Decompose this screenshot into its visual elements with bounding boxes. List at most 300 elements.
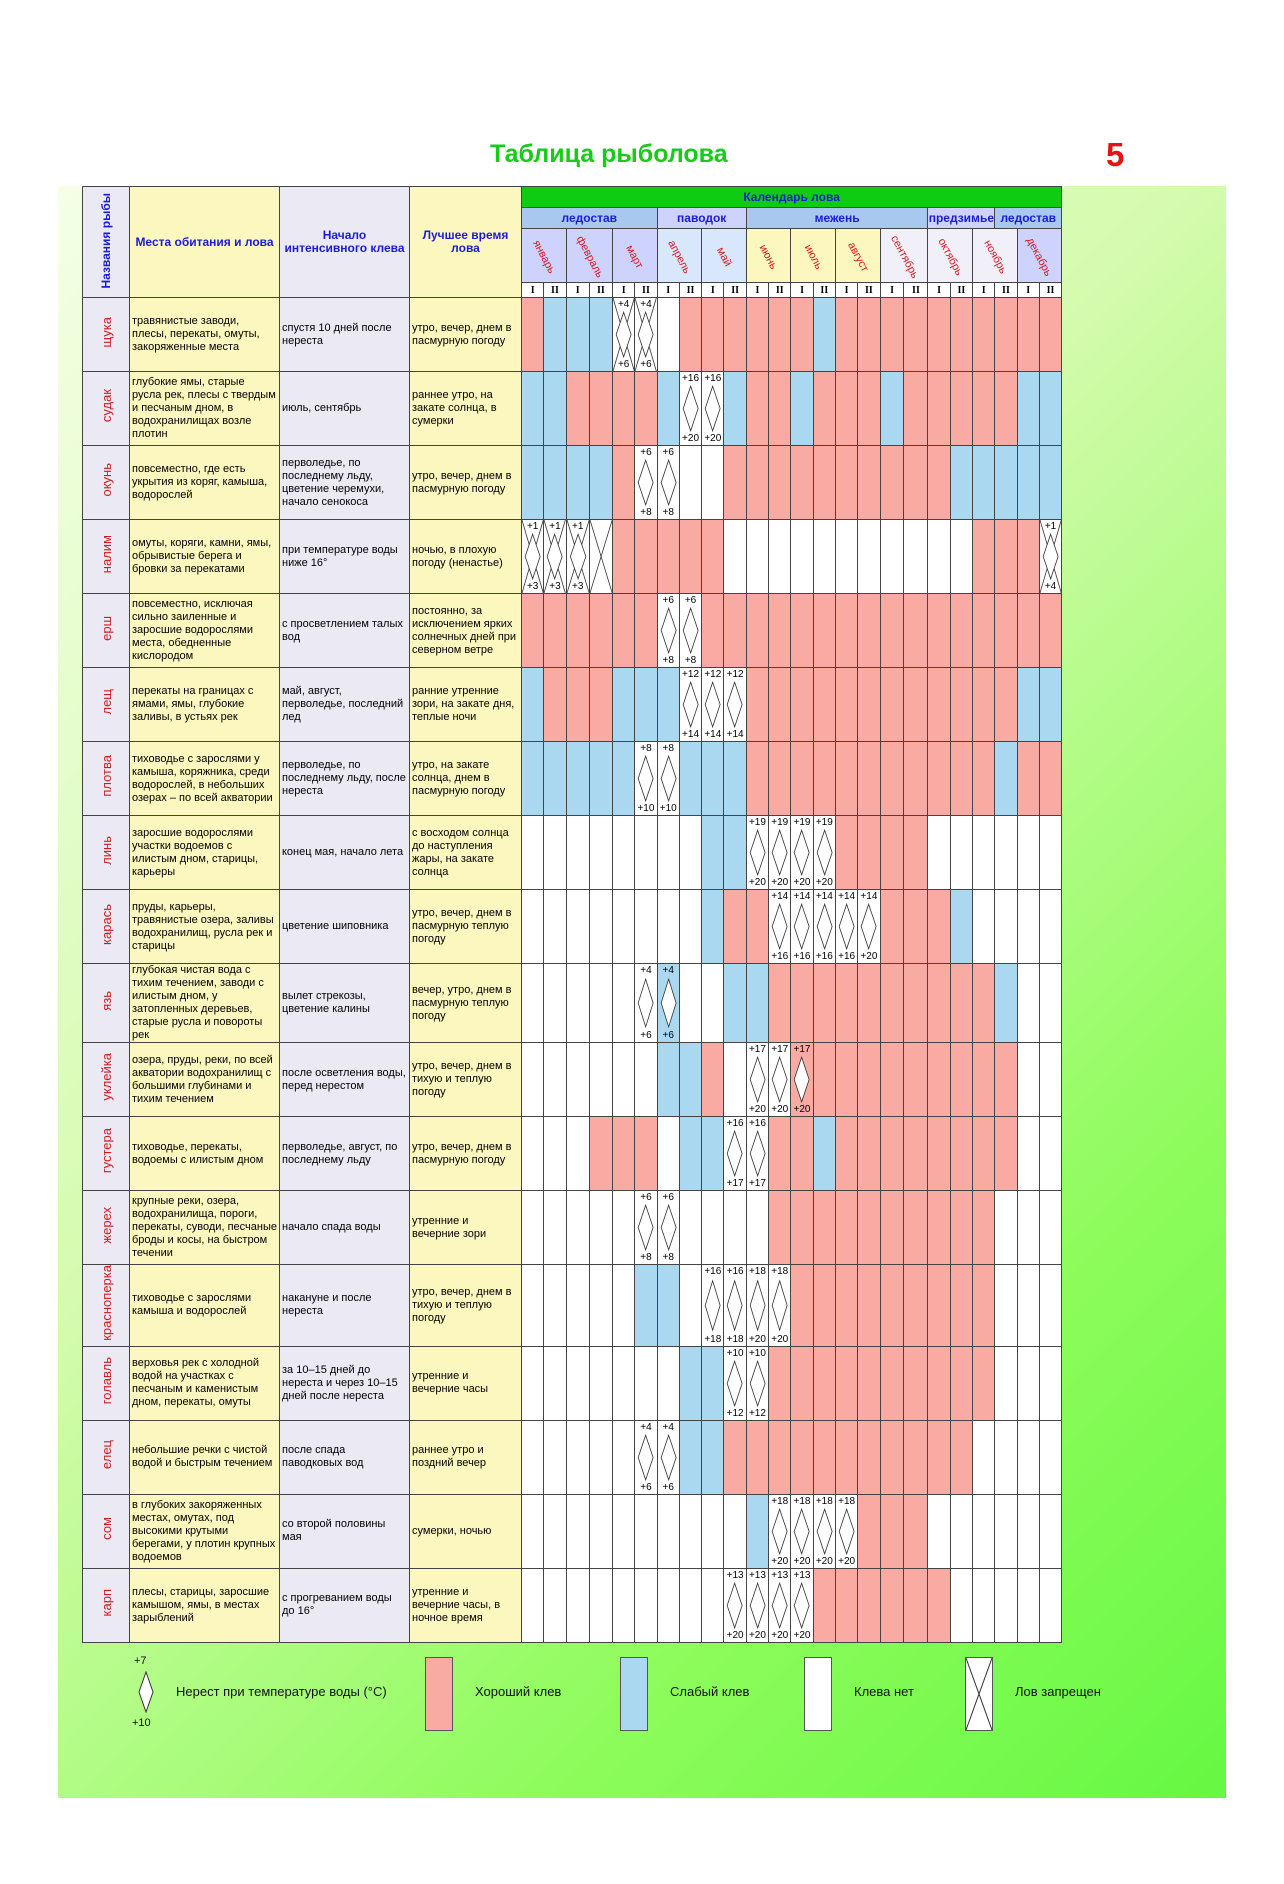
good-bite-cell	[880, 890, 904, 964]
good-bite-cell	[858, 446, 880, 520]
weak-bite-cell	[589, 742, 612, 816]
good-bite-cell	[973, 1265, 995, 1347]
good-bite-cell	[1017, 594, 1039, 668]
good-bite-cell	[566, 668, 589, 742]
no-bite-cell	[566, 1494, 589, 1568]
good-bite-cell	[858, 1265, 880, 1347]
spawn-temp-end: +8	[640, 1252, 652, 1263]
good-bite-cell	[973, 1117, 995, 1191]
fish-habitat: в глубоких закоряженных местах, омутах, под высокими крутыми берегами, у плотин крупных водоемов	[130, 1494, 280, 1568]
no-bite-cell	[973, 1420, 995, 1494]
spawn-temp-end: +20	[748, 1333, 766, 1345]
no-bite-cell	[522, 1346, 544, 1420]
spawn-temp-end: +20	[793, 1555, 811, 1567]
no-bite-cell	[973, 890, 995, 964]
spawn-temp-start: +6	[662, 595, 674, 606]
no-bite-cell	[522, 890, 544, 964]
fish-best: сумерки, ночью	[410, 1494, 522, 1568]
fish-start: за 10–15 дней до нереста и через 10–15 дней после нереста	[280, 1346, 410, 1420]
good-bite-cell	[813, 372, 835, 446]
fish-name: линь	[98, 835, 114, 865]
good-bite-cell	[858, 372, 880, 446]
weak-bite-cell	[973, 446, 995, 520]
good-bite-cell	[880, 668, 904, 742]
no-bite-cell	[973, 1568, 995, 1642]
fish-name: уклейка	[98, 1053, 114, 1101]
good-bite-cell	[858, 1117, 880, 1191]
spawn-temp-end: +8	[662, 1252, 674, 1263]
no-bite-cell	[522, 1043, 544, 1117]
weak-bite-cell	[566, 446, 589, 520]
good-bite-cell	[791, 298, 813, 372]
spawn-cell	[769, 1043, 791, 1117]
month-11	[1017, 229, 1062, 283]
no-bite-cell	[950, 1494, 972, 1568]
good-bite-cell	[1017, 298, 1039, 372]
good-bite-cell	[813, 1265, 835, 1347]
no-bite-cell	[544, 1420, 566, 1494]
no-bite-cell	[1039, 816, 1061, 890]
good-bite-cell	[1017, 520, 1039, 594]
fish-start: спустя 10 дней после нереста	[280, 298, 410, 372]
no-bite-cell	[973, 816, 995, 890]
fish-row	[83, 1346, 1062, 1420]
no-bite-cell	[613, 1420, 635, 1494]
spawn-temp-end: +17	[726, 1178, 744, 1189]
no-bite-cell	[613, 1043, 635, 1117]
weak-bite-cell	[566, 742, 589, 816]
weak-bite-cell	[1017, 372, 1039, 446]
fish-name-cell	[83, 520, 130, 594]
spawn-cell	[746, 816, 768, 890]
decade-label: II	[1039, 283, 1061, 298]
good-bite-cell	[769, 1420, 791, 1494]
good-bite-cell	[928, 1346, 950, 1420]
no-bite-cell	[679, 890, 701, 964]
month-label: октябрь	[935, 235, 965, 278]
good-bite-cell	[566, 594, 589, 668]
month-label: август	[844, 239, 871, 274]
fish-name: елец	[98, 1440, 114, 1470]
fish-row	[83, 1420, 1062, 1494]
spawn-cell	[791, 1494, 813, 1568]
good-bite-cell	[904, 742, 928, 816]
good-bite-cell	[973, 1043, 995, 1117]
no-bite-cell	[679, 1191, 701, 1265]
decade-label: II	[724, 283, 746, 298]
weak-bite-cell	[995, 964, 1017, 1043]
season-2: межень	[746, 208, 928, 229]
no-bite-cell	[566, 1191, 589, 1265]
no-bite-cell	[950, 1568, 972, 1642]
spawn-cell	[702, 1265, 724, 1347]
good-bite-cell	[813, 742, 835, 816]
good-bite-cell	[791, 1346, 813, 1420]
good-bite-cell	[1039, 594, 1061, 668]
decade-label: II	[544, 283, 566, 298]
good-bite-cell	[950, 1420, 972, 1494]
no-bite-cell	[544, 1568, 566, 1642]
fish-start: после осветления воды, перед нерестом	[280, 1043, 410, 1117]
month-4	[702, 229, 747, 283]
no-bite-cell	[657, 1494, 679, 1568]
fish-name-cell	[83, 890, 130, 964]
month-6	[791, 229, 836, 283]
spawn-cell	[635, 742, 657, 816]
spawn-cell	[858, 890, 880, 964]
banned-cell	[1039, 520, 1061, 594]
legend-spawn-top: +7	[134, 1655, 147, 1667]
decade-label: II	[813, 283, 835, 298]
cross-icon	[966, 1658, 992, 1730]
spawn-temp-end: +3	[549, 581, 561, 592]
good-bite-cell	[746, 372, 768, 446]
fish-start: с просветлением талых вод	[280, 594, 410, 668]
fishing-table	[82, 186, 1062, 1643]
good-bite-cell	[791, 1043, 813, 1117]
good-bite-cell	[769, 1117, 791, 1191]
spawn-cell	[813, 890, 835, 964]
no-bite-cell	[657, 298, 679, 372]
good-bite-cell	[858, 1568, 880, 1642]
good-bite-cell	[746, 446, 768, 520]
no-bite-cell	[635, 890, 657, 964]
weak-bite-cell	[995, 446, 1017, 520]
fish-name-cell	[83, 816, 130, 890]
good-bite-cell	[973, 668, 995, 742]
header-best-time: Лучшее время лова	[410, 187, 522, 298]
spawn-temp-end: +14	[726, 729, 744, 740]
good-bite-cell	[858, 1420, 880, 1494]
fish-habitat: небольшие речки с чистой водой и быстрым течением	[130, 1420, 280, 1494]
fish-best: с восходом солнца до наступления жары, на закате солнца	[410, 816, 522, 890]
good-bite-cell	[813, 1568, 835, 1642]
spawn-cell	[746, 1265, 768, 1347]
good-bite-cell	[928, 890, 950, 964]
decade-label: I	[835, 283, 857, 298]
spawn-temp-start: +16	[748, 1118, 766, 1129]
month-8	[880, 229, 928, 283]
good-bite-cell	[950, 1191, 972, 1265]
no-bite-cell	[544, 1117, 566, 1191]
fish-name-cell	[83, 1265, 130, 1347]
good-bite-cell	[813, 1346, 835, 1420]
fish-name-cell	[83, 372, 130, 446]
spawn-temp-start: +4	[662, 965, 674, 976]
weak-bite-cell	[613, 742, 635, 816]
no-bite-cell	[950, 520, 972, 594]
good-bite-cell	[858, 964, 880, 1043]
good-bite-cell	[657, 520, 679, 594]
spawn-temp-end: +20	[771, 877, 789, 888]
weak-bite-cell	[679, 742, 701, 816]
weak-bite-cell	[522, 372, 544, 446]
month-2	[613, 229, 658, 283]
weak-bite-cell	[657, 372, 679, 446]
spawn-temp-end: +20	[748, 1104, 766, 1115]
fish-name-cell	[83, 1191, 130, 1265]
banned-cross-icon	[590, 520, 612, 593]
weak-bite-cell	[791, 372, 813, 446]
good-bite-cell	[880, 1568, 904, 1642]
good-bite-cell	[544, 668, 566, 742]
spawn-cell	[835, 1494, 857, 1568]
weak-bite-cell	[679, 1043, 701, 1117]
fish-row	[83, 816, 1062, 890]
spawn-temp-end: +17	[748, 1178, 766, 1189]
good-bite-cell	[635, 372, 657, 446]
spawn-cell	[679, 668, 701, 742]
good-bite-cell	[928, 1265, 950, 1347]
no-bite-cell	[635, 1568, 657, 1642]
good-bite-cell	[613, 372, 635, 446]
fish-name-cell	[83, 594, 130, 668]
no-bite-cell	[613, 816, 635, 890]
month-label: февраль	[573, 233, 606, 280]
no-bite-cell	[613, 964, 635, 1043]
spawn-temp-start: +4	[640, 299, 652, 310]
fish-best: утро, вечер, днем в пасмурную теплую погоду	[410, 890, 522, 964]
no-bite-cell	[657, 890, 679, 964]
spawn-temp-end: +20	[682, 433, 700, 444]
no-bite-cell	[1039, 1494, 1061, 1568]
decade-label: I	[928, 283, 950, 298]
good-bite-cell	[928, 446, 950, 520]
spawn-temp-start: +17	[793, 1044, 811, 1055]
spawn-temp-start: +14	[815, 891, 833, 902]
no-bite-cell	[880, 520, 904, 594]
spawn-temp-start: +4	[662, 1421, 674, 1433]
good-bite-cell	[928, 1191, 950, 1265]
fish-name-cell	[83, 1346, 130, 1420]
good-bite-cell	[973, 594, 995, 668]
good-bite-cell	[589, 372, 612, 446]
no-bite-cell	[566, 890, 589, 964]
decade-label: I	[657, 283, 679, 298]
spawn-temp-start: +16	[726, 1266, 744, 1277]
good-bite-cell	[973, 372, 995, 446]
no-bite-cell	[995, 1420, 1017, 1494]
no-bite-cell	[1039, 1265, 1061, 1347]
good-bite-cell	[679, 298, 701, 372]
spawn-temp-end: +8	[684, 655, 697, 666]
no-bite-cell	[522, 1420, 544, 1494]
spawn-cell	[791, 1568, 813, 1642]
good-bite-cell	[769, 1346, 791, 1420]
no-bite-cell	[679, 1568, 701, 1642]
fish-habitat: плесы, старицы, заросшие камышом, ямы, в местах зарыблений	[130, 1568, 280, 1642]
spawn-temp-end: +20	[793, 877, 811, 888]
weak-bite-cell	[813, 1117, 835, 1191]
weak-bite-cell	[702, 742, 724, 816]
no-bite-cell	[589, 1420, 612, 1494]
spawn-temp-start: +16	[704, 1266, 722, 1277]
fish-name: жерех	[98, 1206, 114, 1244]
banned-cell	[544, 520, 566, 594]
good-bite-cell	[858, 298, 880, 372]
banned-cell	[566, 520, 589, 594]
good-bite-cell	[880, 1420, 904, 1494]
no-bite-cell	[613, 1494, 635, 1568]
spawn-temp-start: +14	[793, 891, 811, 902]
good-bite-cell	[613, 446, 635, 520]
no-bite-cell	[589, 1265, 612, 1347]
no-bite-cell	[1017, 1346, 1039, 1420]
no-bite-cell	[702, 446, 724, 520]
no-bite-cell	[746, 520, 768, 594]
spawn-temp-start: +4	[640, 965, 652, 976]
spawn-cell	[657, 1420, 679, 1494]
good-bite-cell	[950, 964, 972, 1043]
fish-habitat: омуты, коряги, камни, ямы, обрывистые берега и бровки за перекатами	[130, 520, 280, 594]
weak-bite-cell	[724, 742, 746, 816]
no-bite-cell	[702, 964, 724, 1043]
fish-name: щука	[98, 316, 114, 348]
banned-swatch	[965, 1657, 993, 1731]
weak-bite-cell	[995, 742, 1017, 816]
fish-best: утро, вечер, днем в тихую и теплую погоду	[410, 1265, 522, 1347]
good-bite-cell	[880, 1494, 904, 1568]
fish-name: красноперка	[98, 1265, 114, 1341]
fish-best: раннее утро, на закате солнца, в сумерки	[410, 372, 522, 446]
no-bite-cell	[702, 1568, 724, 1642]
spawn-cell	[813, 816, 835, 890]
spawn-cell	[769, 816, 791, 890]
fish-best: утренние и вечерние часы, в ночное время	[410, 1568, 522, 1642]
spawn-cell	[657, 742, 679, 816]
banned-cell	[589, 520, 612, 594]
banned-cell	[635, 298, 657, 372]
no-bite-cell	[657, 1568, 679, 1642]
month-5	[746, 229, 791, 283]
no-bite-cell	[522, 816, 544, 890]
spawn-temp-end: +16	[838, 951, 856, 962]
fish-habitat: крупные реки, озера, водохранилища, пороги, перекаты, суводи, песчаные броды и косы, на быстром течении	[130, 1191, 280, 1265]
good-bite-cell	[858, 668, 880, 742]
no-bite-cell	[1017, 890, 1039, 964]
good-bite-cell	[769, 446, 791, 520]
good-bite-cell	[858, 1494, 880, 1568]
good-bite-cell	[746, 742, 768, 816]
spawn-cell	[835, 890, 857, 964]
good-bite-cell	[950, 372, 972, 446]
no-bite-cell	[724, 520, 746, 594]
no-bite-cell	[1039, 890, 1061, 964]
good-bite-cell	[769, 594, 791, 668]
good-bite-cell	[835, 1191, 857, 1265]
good-bite-cell	[791, 1117, 813, 1191]
spawn-temp-start: +6	[662, 1192, 674, 1203]
season-0: ледостав	[522, 208, 658, 229]
fish-row	[83, 594, 1062, 668]
spawn-cell	[657, 1191, 679, 1265]
month-label: июнь	[757, 242, 781, 271]
spawn-cell	[769, 1265, 791, 1347]
weak-bite-cell	[950, 446, 972, 520]
fish-start: цветение шиповника	[280, 890, 410, 964]
weak-bite-cell	[635, 1265, 657, 1347]
spawn-cell	[724, 1117, 746, 1191]
banned-cell	[522, 520, 544, 594]
good-bite-cell	[950, 298, 972, 372]
season-4: ледостав	[995, 208, 1062, 229]
weak-bite-cell	[544, 298, 566, 372]
good-bite-cell	[995, 298, 1017, 372]
good-bite-cell	[724, 594, 746, 668]
no-bite-cell	[995, 1265, 1017, 1347]
spawn-cell	[791, 890, 813, 964]
fish-start: перволедье, по последнему льду, цветение черемухи, начало сенокоса	[280, 446, 410, 520]
no-bite-cell	[635, 1494, 657, 1568]
good-bite-cell	[928, 594, 950, 668]
no-bite-cell	[679, 1265, 701, 1347]
good-bite-cell	[746, 1420, 768, 1494]
good-bite-cell	[904, 1043, 928, 1117]
fish-start: с прогреванием воды до 16°	[280, 1568, 410, 1642]
no-bite-cell	[973, 1494, 995, 1568]
spawn-temp-end: +3	[526, 581, 539, 592]
no-bite-cell	[566, 816, 589, 890]
good-bite-cell	[928, 964, 950, 1043]
spawn-cell	[657, 446, 679, 520]
weak-bite-cell	[746, 1494, 768, 1568]
fish-start: вылет стрекозы, цветение калины	[280, 964, 410, 1043]
no-bite-cell	[1017, 1494, 1039, 1568]
month-7	[835, 229, 880, 283]
weak-bite-cell	[657, 1265, 679, 1347]
no-bite-cell	[635, 1043, 657, 1117]
no-bite-cell	[544, 890, 566, 964]
good-bite-cell	[858, 1346, 880, 1420]
no-bite-cell	[1039, 964, 1061, 1043]
good-bite-cell	[904, 446, 928, 520]
spawn-temp-start: +19	[815, 817, 833, 828]
good-bite-cell	[880, 742, 904, 816]
fish-habitat: пруды, карьеры, травянистые озера, заливы водохранилищ, русла рек и старицы	[130, 890, 280, 964]
weak-bite-cell	[1039, 446, 1061, 520]
decade-label: I	[973, 283, 995, 298]
decade-label: II	[679, 283, 701, 298]
fish-name: ерш	[98, 615, 114, 641]
no-bite-cell	[928, 520, 950, 594]
no-bite-cell	[1017, 816, 1039, 890]
spawn-temp-end: +8	[640, 507, 652, 518]
good-bite-cell	[769, 742, 791, 816]
good-bite-cell	[813, 1043, 835, 1117]
decade-label: II	[995, 283, 1017, 298]
header-habitat: Места обитания и лова	[130, 187, 280, 298]
weak-bite-cell	[589, 446, 612, 520]
no-bite-cell	[679, 1494, 701, 1568]
good-bite-cell	[791, 964, 813, 1043]
no-bite-cell	[566, 1043, 589, 1117]
spawn-temp-start: +10	[748, 1347, 766, 1359]
spawn-cell	[791, 816, 813, 890]
spawn-temp-end: +4	[1044, 581, 1057, 592]
good-bite-cell	[928, 1117, 950, 1191]
spawn-temp-end: +8	[662, 655, 674, 666]
good-bite-cell	[635, 1117, 657, 1191]
weak-bite-cell	[522, 742, 544, 816]
no-bite-cell	[702, 1191, 724, 1265]
decade-label: I	[880, 283, 904, 298]
spawn-temp-start: +19	[748, 817, 766, 828]
good-bite-cell	[835, 594, 857, 668]
good-bite-cell	[858, 1191, 880, 1265]
good-bite-cell	[880, 964, 904, 1043]
spawn-temp-end: +6	[617, 359, 630, 370]
weak-bite-cell	[724, 372, 746, 446]
